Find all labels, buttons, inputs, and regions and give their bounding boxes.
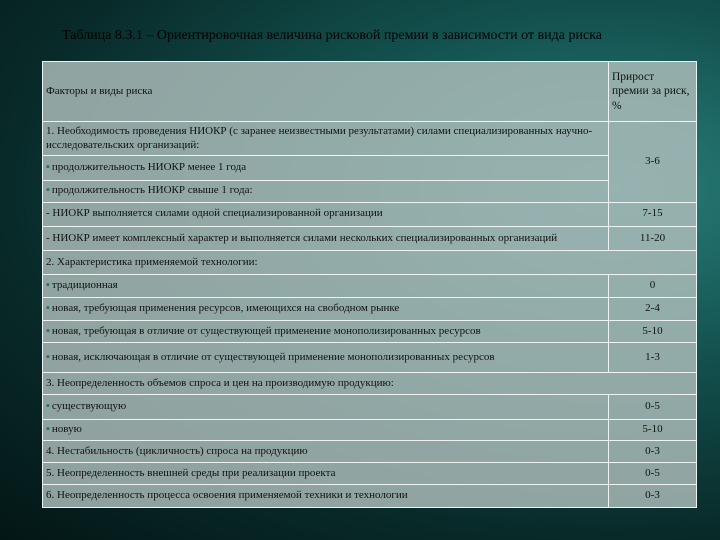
table-row bbox=[43, 440, 697, 463]
row-value: 0 bbox=[609, 275, 697, 298]
table-row bbox=[43, 373, 697, 395]
bullet-icon: ▪ bbox=[46, 301, 50, 314]
table-row bbox=[43, 180, 697, 202]
bullet-icon: ▪ bbox=[46, 161, 50, 174]
table-row bbox=[43, 395, 697, 420]
table-row bbox=[43, 275, 697, 298]
row-label: 3. Неопределенность объемов спроса и цен на производимую продукцию: bbox=[43, 373, 697, 395]
bullet-icon: ▪ bbox=[46, 279, 50, 292]
row-label: ▪ новая, требующая в отличие от существующей применение монополизированных ресурсов bbox=[43, 320, 609, 343]
header-premium: Прирост премии за риск, % bbox=[609, 62, 697, 122]
bullet-icon: ▪ bbox=[46, 184, 50, 197]
row-label: ▪ традиционная bbox=[43, 275, 609, 298]
table-row bbox=[43, 343, 697, 373]
row-value: 3-6 bbox=[609, 122, 697, 203]
table-row bbox=[43, 463, 697, 485]
header-factors: Факторы и виды риска bbox=[43, 62, 609, 122]
table-row bbox=[43, 297, 697, 320]
table-row bbox=[43, 320, 697, 343]
row-label: - НИОКР имеет комплексный характер и выполняется силами нескольких специализированных организаций bbox=[43, 226, 609, 251]
bullet-icon: ▪ bbox=[46, 422, 50, 435]
risk-premium-table bbox=[42, 61, 697, 508]
table-row bbox=[43, 226, 697, 251]
row-label: ▪ новая, требующая применения ресурсов, имеющихся на свободном рынке bbox=[43, 297, 609, 320]
row-value: 7-15 bbox=[609, 202, 697, 226]
row-value: 5-10 bbox=[609, 320, 697, 343]
row-value: 5-10 bbox=[609, 419, 697, 440]
table-row bbox=[43, 156, 697, 181]
row-label: ▪ новая, исключающая в отличие от существующей применение монополизированных ресурсов bbox=[43, 343, 609, 373]
row-label: ▪ продолжительность НИОКР менее 1 года bbox=[43, 156, 609, 181]
row-label: 4. Нестабильность (цикличность) спроса на продукцию bbox=[43, 440, 609, 463]
row-label: ▪ существующую bbox=[43, 395, 609, 420]
row-label: 6. Неопределенность процесса освоения применяемой техники и технологии bbox=[43, 485, 609, 508]
row-value: 2-4 bbox=[609, 297, 697, 320]
row-value: 0-3 bbox=[609, 440, 697, 463]
row-value: 0-5 bbox=[609, 395, 697, 420]
row-label: ▪ продолжительность НИОКР свыше 1 года: bbox=[43, 180, 609, 202]
header-row bbox=[43, 62, 697, 122]
row-label: 2. Характеристика применяемой технологии: bbox=[43, 251, 697, 275]
table-row bbox=[43, 202, 697, 226]
row-value: 0-3 bbox=[609, 485, 697, 508]
row-label: - НИОКР выполняется силами одной специализированной организации bbox=[43, 202, 609, 226]
row-label: ▪ новую bbox=[43, 419, 609, 440]
bullet-icon: ▪ bbox=[46, 400, 50, 413]
row-value: 1-3 bbox=[609, 343, 697, 373]
row-label: 5. Неопределенность внешней среды при реализации проекта bbox=[43, 463, 609, 485]
table-row bbox=[43, 122, 697, 156]
table-row bbox=[43, 251, 697, 275]
bullet-icon: ▪ bbox=[46, 324, 50, 337]
table-row bbox=[43, 485, 697, 508]
table-row bbox=[43, 419, 697, 440]
row-label: 1. Необходимость проведения НИОКР (с заранее неизвестными результатами) силами специализированных научно-исследовательских организаций: bbox=[43, 122, 609, 156]
row-value: 11-20 bbox=[609, 226, 697, 251]
table-title: Таблица 8.3.1 – Ориентировочная величина рисковой премии в зависимости от вида риска bbox=[62, 28, 603, 43]
row-value: 0-5 bbox=[609, 463, 697, 485]
bullet-icon: ▪ bbox=[46, 351, 50, 364]
